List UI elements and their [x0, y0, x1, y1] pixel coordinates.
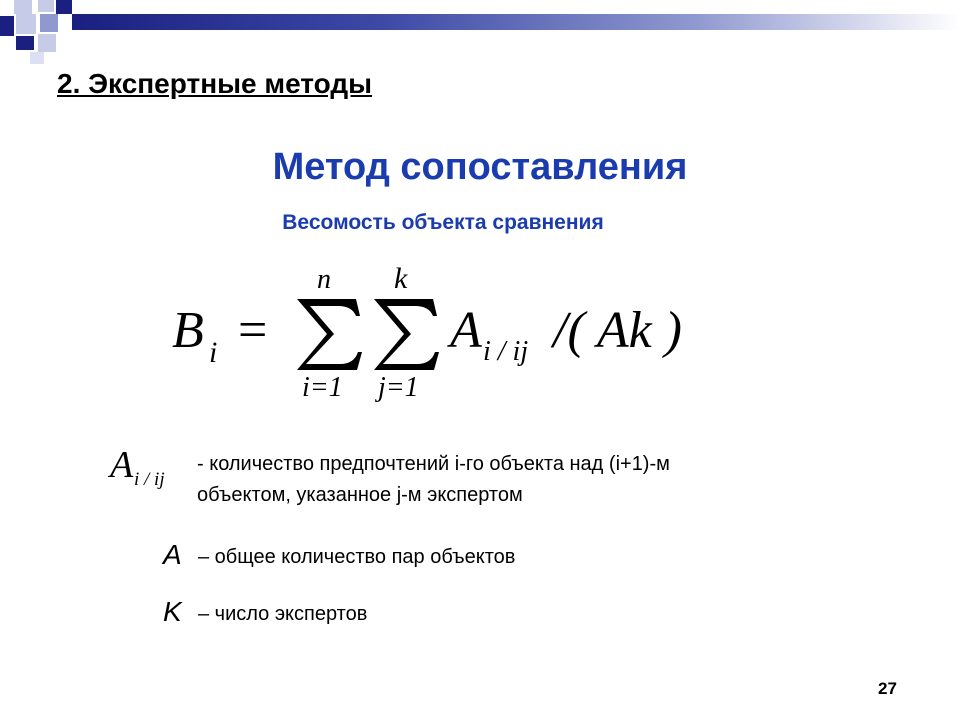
method-title: Метод сопоставления	[272, 146, 688, 188]
legend-k-description: – число экспертов	[198, 603, 368, 625]
formula-lhs-subscript: i	[209, 336, 218, 369]
formula-lhs: B	[172, 302, 204, 359]
legend-a-description-line1: - количество предпочтений i-го объекта над (i+1)-м	[197, 453, 670, 475]
section-title: 2. Экспертные методы	[57, 68, 373, 99]
formula-term: A	[450, 302, 482, 359]
legend-big-a-description: – общее количество пар объектов	[198, 546, 516, 568]
sum2-upper-limit: k	[394, 262, 408, 295]
sum2-lower-limit: j=1	[378, 372, 419, 403]
header-gradient-bar	[72, 14, 960, 30]
sum1-lower-limit: i=1	[302, 372, 343, 403]
deco-square	[14, 0, 32, 14]
legend-a-description-line2: объектом, указанное j-м экспертом	[197, 484, 523, 506]
deco-square	[40, 14, 58, 32]
legend-a-symbol: A	[110, 444, 134, 486]
page-number: 27	[878, 679, 897, 698]
deco-square	[16, 14, 36, 34]
legend-a-description	[197, 449, 670, 511]
deco-square	[30, 52, 44, 64]
deco-square	[0, 16, 14, 36]
formula-term-subscript: i / ij	[483, 336, 529, 367]
sum-symbol-2	[371, 296, 439, 372]
deco-square	[38, 0, 54, 12]
sum-symbol-1	[294, 296, 362, 372]
subtitle: Весомость объекта сравнения	[282, 211, 604, 234]
deco-square	[16, 36, 34, 50]
legend-big-a-symbol: A	[163, 539, 182, 570]
legend-a-subscript: i / ij	[134, 469, 165, 490]
formula-divisor: /( Ak )	[553, 302, 682, 359]
deco-square	[56, 0, 72, 14]
deco-square	[38, 34, 56, 52]
header-decoration	[0, 0, 960, 64]
sum1-upper-limit: n	[317, 264, 331, 295]
legend-k-symbol: K	[163, 596, 182, 627]
formula-equals: =	[238, 302, 268, 359]
